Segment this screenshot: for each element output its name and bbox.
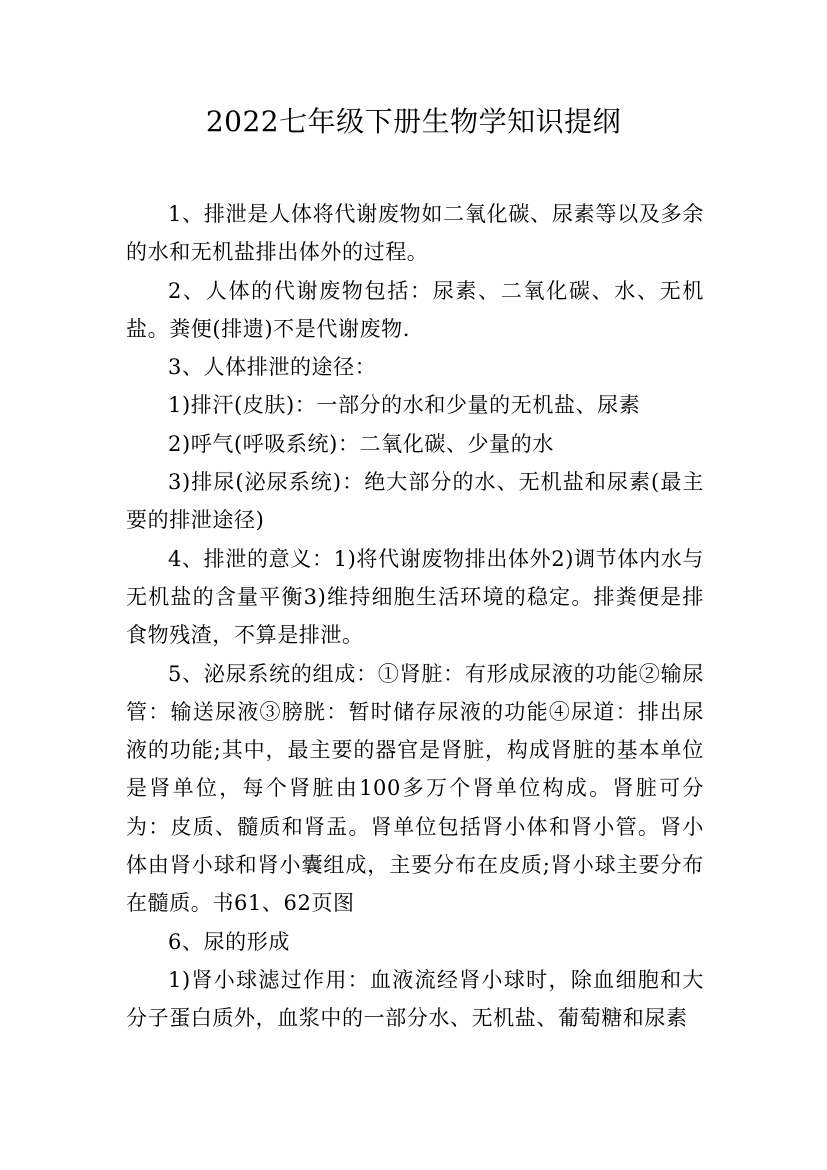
paragraph-5: 2)呼气(呼吸系统)：二氧化碳、少量的水 <box>168 431 554 456</box>
page-title: 2022七年级下册生物学知识提纲 <box>205 105 622 138</box>
paragraph-1: 1、排泄是人体将代谢废物如二氧化碳、尿素等以及多余的水和无机盐排出体外的过程。 <box>126 202 704 265</box>
paragraph-10: 1)肾小球滤过作用：血液流经肾小球时，除血细胞和大分子蛋白质外，血浆中的一部分水、无机盐、葡萄糖和尿素 <box>126 967 704 1031</box>
paragraph-2: 2、人体的代谢废物包括：尿素、二氧化碳、水、无机盐。粪便(排遗)不是代谢废物. <box>126 278 704 341</box>
paragraph-7: 4、排泄的意义：1)将代谢废物排出体外2)调节体内水与无机盐的含量平衡3)维持细胞生活环境的稳定。排粪便是排食物残渣，不算是排泄。 <box>126 546 704 648</box>
paragraph-9: 6、尿的形成 <box>168 929 290 954</box>
paragraph-8: 5、泌尿系统的组成：①肾脏：有形成尿液的功能②输尿管：输送尿液③膀胱：暂时储存尿液的功能④尿道：排出尿液的功能;其中，最主要的器官是肾脏，构成肾脏的基本单位是肾单位，每个肾脏由100多万个肾单位构成。肾脏可分为：皮质、髓质和肾盂。肾单位包括肾小体和肾小管。肾小体由肾小球和肾小囊组成，主要分布在皮质;肾小球主要分布在髓质。书61、62页图 <box>126 661 704 916</box>
paragraph-3: 3、人体排泄的途径： <box>168 355 377 380</box>
paragraph-6: 3)排尿(泌尿系统)：绝大部分的水、无机盐和尿素(最主要的排泄途径) <box>126 470 704 533</box>
paragraph-4: 1)排汗(皮肤)：一部分的水和少量的无机盐、尿素 <box>168 393 641 418</box>
document-body <box>126 195 704 1038</box>
